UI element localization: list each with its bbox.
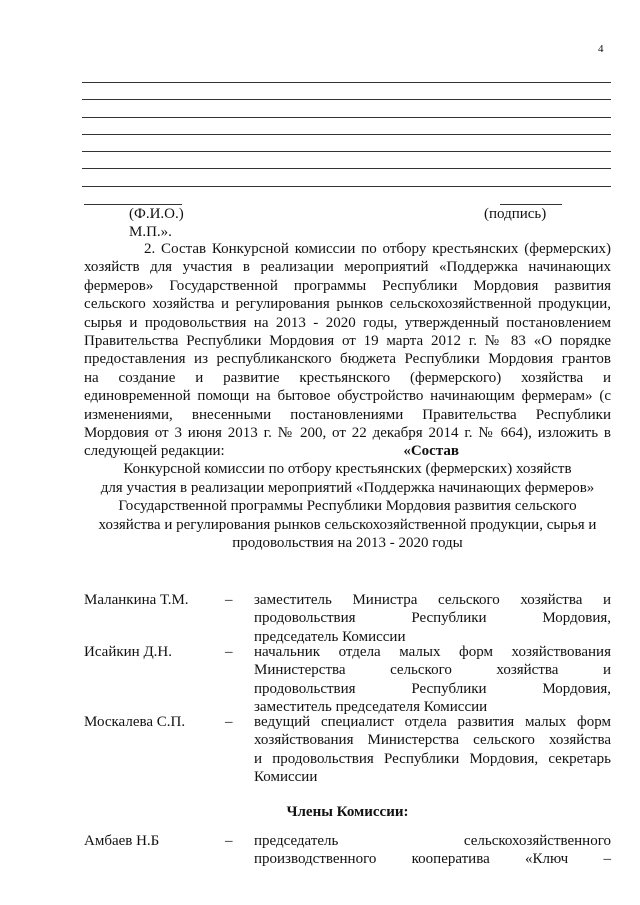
dash: – [225, 833, 233, 849]
form-fill-line [82, 168, 611, 169]
paragraph-line: Мордовия от 3 июня 2013 г. № 200, от 22 декабря 2014 г. № 664), изложить в [84, 424, 611, 441]
dash: – [225, 644, 233, 660]
role-line: Комиссии [254, 769, 318, 786]
signature-label: (подпись) [484, 206, 547, 222]
paragraph-line: 2. Состав Конкурсной комиссии по отбору крестьянских (фермерских) [144, 241, 611, 257]
role-line: председатель сельскохозяйственного [254, 833, 611, 849]
dash: – [225, 714, 233, 730]
role-line: производственного кооператива «Ключ – [254, 851, 611, 868]
paragraph-line: изменениями, внесенными постановлениями Правительства Республики [84, 406, 611, 423]
paragraph-line: следующей редакции: [84, 443, 225, 460]
form-fill-line [82, 117, 611, 118]
heading-line: продовольствия на 2013 - 2020 годы [232, 535, 463, 552]
person-name: Маланкина Т.М. [84, 592, 189, 608]
person-role [254, 832, 611, 869]
paragraph-line: фермеров» Государственной программы Республики Мордовия развития [84, 277, 611, 294]
form-fill-line [82, 99, 611, 100]
paragraph-line: единовременной помощи на бытовое обустройство начинающим фермерам» (с [84, 388, 611, 405]
heading-line: для участия в реализации мероприятий «Поддержка начинающих фермеров» [100, 479, 595, 496]
person-name: Амбаев Н.Б [84, 833, 160, 849]
role-line: продовольствия Республики Мордовия, [254, 610, 611, 627]
paragraph-line: предоставления из республиканского бюджета Республики Мордовия грантов [84, 351, 611, 368]
paragraph-line: хозяйств для участия в реализации мероприятий «Поддержка начинающих [84, 259, 611, 276]
role-line: заместитель председателя Комиссии [254, 699, 488, 716]
dash: – [225, 592, 233, 608]
stamp-place-label: М.П.». [129, 224, 172, 240]
page-number: 4 [598, 43, 604, 55]
person-role [254, 643, 611, 717]
role-line: продовольствия Республики Мордовия, [254, 680, 611, 697]
paragraph-line: сельского хозяйства и регулирования рынков сельскохозяйственной продукции, [84, 296, 611, 313]
role-line: заместитель Министра сельского хозяйства и [254, 592, 611, 608]
fio-label: (Ф.И.О.) [129, 206, 184, 222]
person-name: Исайкин Д.Н. [84, 644, 173, 660]
paragraph-line: Правительства Республики Мордовия от 19 марта 2012 г. № 83 «О порядке [84, 332, 611, 349]
form-fill-line [82, 134, 611, 135]
amendment-paragraph [84, 240, 611, 461]
form-fill-line [82, 151, 611, 152]
role-line: Министерства сельского хозяйства и [254, 662, 611, 679]
heading-title: «Состав [403, 443, 459, 459]
heading-line: хозяйства и регулирования рынков сельскохозяйственной продукции, сырья и [98, 516, 597, 533]
form-fill-line [82, 186, 611, 187]
person-name: Москалева С.П. [84, 714, 186, 730]
paragraph-line: сырья и продовольствия на 2013 - 2020 годы, утвержденный постановлением [84, 314, 611, 331]
role-line: ведущий специалист отдела развития малых форм [254, 714, 611, 730]
composition-heading [84, 442, 611, 552]
members-heading: Члены Комиссии: [286, 804, 409, 820]
person-role [254, 713, 611, 787]
heading-line: Государственной программы Республики Мордовия развития сельского [118, 498, 577, 515]
role-line: председатель Комиссии [254, 628, 406, 645]
paragraph-line: на создание и развитие крестьянского (фермерского) хозяйства и [84, 369, 611, 386]
person-role [254, 591, 611, 646]
role-line: хозяйствования Министерства сельского хозяйства [254, 732, 611, 749]
form-fill-line [82, 82, 611, 83]
role-line: и продовольствия Республики Мордовия, секретарь [254, 750, 611, 767]
heading-line: Конкурсной комиссии по отбору крестьянских (фермерских) хозяйств [123, 461, 572, 478]
role-line: начальник отдела малых форм хозяйствования [254, 644, 611, 660]
